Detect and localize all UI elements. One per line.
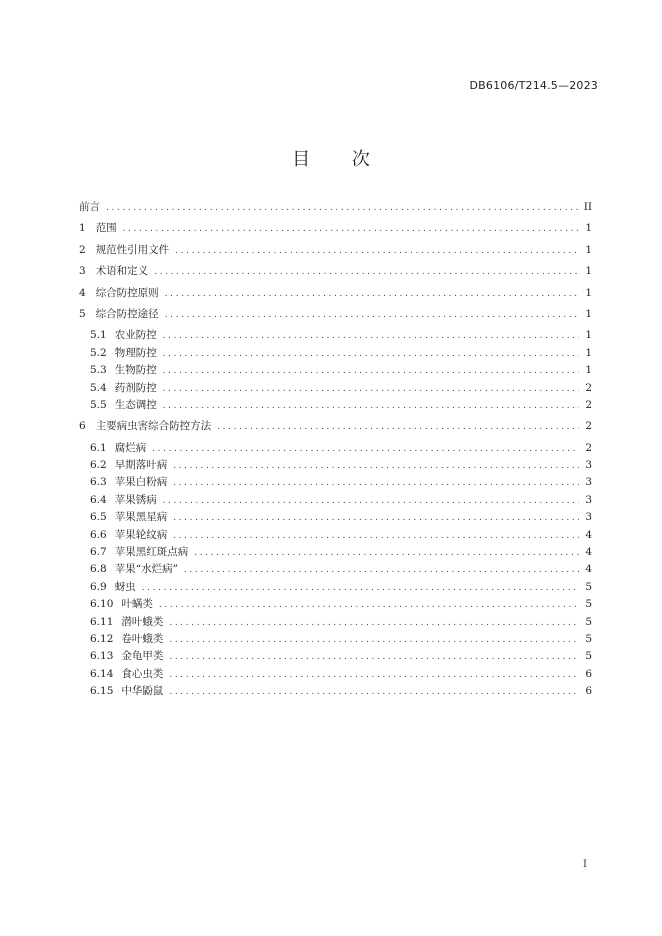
toc-leader-dots — [163, 493, 580, 510]
toc-entry-number: 6.2 — [90, 459, 107, 472]
toc-entry-page: 3 — [585, 459, 592, 472]
toc-entry[interactable] — [79, 579, 592, 596]
toc-entry-number: 6.14 — [90, 667, 114, 680]
toc-entry-page: 4 — [585, 528, 592, 541]
toc-entry-page: 4 — [585, 546, 592, 559]
toc-entry[interactable] — [79, 666, 592, 683]
toc-entry[interactable] — [79, 683, 592, 700]
toc-entry-number: 6.3 — [90, 476, 107, 489]
toc-entry[interactable] — [79, 561, 592, 578]
toc-leader-dots — [163, 328, 580, 345]
toc-leader-dots — [169, 649, 579, 666]
toc-entry-number: 6.5 — [90, 511, 107, 524]
toc-leader-dots — [169, 667, 579, 684]
toc-entry-number: 6.12 — [90, 632, 114, 645]
toc-entry[interactable] — [79, 362, 592, 379]
toc-entry-number: 6.11 — [90, 615, 114, 628]
toc-entry-page: 3 — [585, 476, 592, 489]
toc-entry[interactable] — [79, 544, 592, 561]
toc-entry[interactable] — [79, 306, 592, 323]
toc-entry-label: 主要病虫害综合防控方法 — [95, 420, 212, 433]
toc-entry[interactable] — [79, 327, 592, 344]
page-title: 目 次 — [292, 149, 388, 170]
toc-entry-number: 1 — [79, 222, 86, 235]
toc-leader-dots — [173, 510, 579, 527]
toc-entry-number: 6.10 — [90, 598, 114, 611]
toc-entry-number: 5.4 — [90, 381, 107, 394]
toc-entry-label: 综合防控原则 — [95, 286, 159, 299]
toc-entry[interactable] — [79, 527, 592, 544]
table-of-contents — [79, 199, 592, 701]
toc-entry-label: 叶螨类 — [121, 598, 153, 611]
toc-entry-label: 早期落叶病 — [114, 459, 168, 472]
toc-entry[interactable] — [79, 285, 592, 302]
toc-entry-label: 苹果“水烂病” — [114, 563, 178, 576]
toc-entry[interactable] — [79, 614, 592, 631]
toc-entry-label: 术语和定义 — [95, 265, 149, 278]
toc-entry-label: 生物防控 — [114, 364, 157, 377]
toc-entry-label: 腐烂病 — [114, 441, 147, 454]
toc-entry-page: 1 — [585, 307, 592, 320]
toc-leader-dots — [163, 346, 580, 363]
toc-leader-dots — [175, 243, 579, 260]
toc-entry-label: 蚜虫 — [114, 580, 136, 593]
toc-leader-dots — [184, 562, 579, 579]
toc-entry-page: 6 — [585, 667, 592, 680]
toc-entry-page: 2 — [585, 441, 592, 454]
toc-entry-label: 潜叶蛾类 — [121, 615, 164, 628]
toc-leader-dots — [169, 684, 579, 701]
toc-entry-number: 3 — [79, 265, 86, 278]
toc-leader-dots — [165, 307, 580, 324]
toc-entry[interactable] — [79, 474, 592, 491]
toc-entry-page: 5 — [585, 580, 592, 593]
toc-entry-number: 5.5 — [90, 398, 107, 411]
toc-entry-number: 6.4 — [90, 493, 107, 506]
toc-entry[interactable] — [79, 345, 592, 362]
toc-leader-dots — [163, 381, 580, 398]
toc-entry-page: 1 — [585, 346, 592, 359]
toc-entry-number: 6.13 — [90, 650, 114, 663]
toc-entry-number: 5.3 — [90, 364, 107, 377]
toc-entry-number: 6.6 — [90, 528, 107, 541]
toc-entry[interactable] — [79, 380, 592, 397]
toc-entry[interactable] — [79, 263, 592, 280]
toc-entry-number: 6 — [79, 420, 86, 433]
toc-leader-dots — [173, 475, 579, 492]
toc-entry-label: 生态调控 — [114, 398, 157, 411]
toc-entry-page: 1 — [585, 286, 592, 299]
toc-entry-label: 范围 — [95, 222, 117, 235]
toc-entry-number: 5 — [79, 307, 86, 320]
toc-entry-label: 药剂防控 — [114, 381, 157, 394]
toc-entry-page: 1 — [585, 364, 592, 377]
toc-entry-page: 5 — [585, 650, 592, 663]
toc-entry-number: 6.15 — [90, 685, 114, 698]
toc-entry-label: 中华鼢鼠 — [121, 685, 164, 698]
toc-entry-number: 6.8 — [90, 563, 107, 576]
toc-leader-dots — [169, 615, 579, 632]
toc-entry-page: 4 — [585, 563, 592, 576]
toc-entry-label: 金龟甲类 — [121, 650, 164, 663]
toc-entry-label: 卷叶蛾类 — [121, 632, 164, 645]
toc-leader-dots — [163, 398, 580, 415]
toc-entry-page: 2 — [585, 381, 592, 394]
toc-entry-page: 6 — [585, 685, 592, 698]
toc-entry[interactable] — [79, 492, 592, 509]
toc-entry-label: 苹果白粉病 — [114, 476, 168, 489]
toc-entry-label: 苹果锈病 — [114, 493, 157, 506]
toc-entry[interactable] — [79, 418, 592, 435]
toc-entry-label: 物理防控 — [114, 346, 157, 359]
toc-entry-label: 前言 — [79, 201, 100, 213]
toc-entry[interactable] — [79, 631, 592, 648]
toc-entry[interactable] — [79, 199, 592, 216]
toc-entry-page: 2 — [585, 420, 592, 433]
toc-entry[interactable] — [79, 596, 592, 613]
toc-entry-label: 苹果黑星病 — [114, 511, 168, 524]
toc-entry-page: 2 — [585, 398, 592, 411]
toc-leader-dots — [194, 545, 579, 562]
document-code: DB6106/T214.5—2023 — [469, 79, 598, 92]
toc-leader-dots — [163, 363, 580, 380]
toc-leader-dots — [123, 221, 580, 238]
toc-entry-number: 2 — [79, 243, 86, 256]
toc-entry[interactable] — [79, 242, 592, 259]
toc-entry[interactable] — [79, 648, 592, 665]
toc-entry-page: II — [583, 201, 592, 213]
toc-leader-dots — [142, 580, 580, 597]
toc-entry-page: 5 — [585, 632, 592, 645]
toc-leader-dots — [154, 264, 579, 281]
toc-entry-page: 5 — [585, 615, 592, 628]
toc-leader-dots — [173, 458, 579, 475]
toc-entry-label: 农业防控 — [114, 329, 157, 342]
toc-entry-number: 6.1 — [90, 441, 107, 454]
toc-entry-number: 5.2 — [90, 346, 107, 359]
page-number: I — [583, 859, 587, 870]
toc-entry-label: 规范性引用文件 — [95, 243, 170, 256]
toc-entry-page: 1 — [585, 222, 592, 235]
toc-entry[interactable] — [79, 457, 592, 474]
toc-entry-label: 综合防控途径 — [95, 307, 159, 320]
toc-leader-dots — [159, 597, 579, 614]
toc-entry-page: 3 — [585, 511, 592, 524]
toc-leader-dots — [152, 441, 579, 458]
toc-entry-page: 1 — [585, 265, 592, 278]
toc-entry-label: 苹果黑红斑点病 — [114, 546, 189, 559]
toc-entry[interactable] — [79, 397, 592, 414]
toc-entry-label: 食心虫类 — [121, 667, 164, 680]
toc-leader-dots — [173, 528, 579, 545]
toc-entry-number: 5.1 — [90, 329, 107, 342]
toc-entry-page: 5 — [585, 598, 592, 611]
toc-entry-page: 1 — [585, 243, 592, 256]
toc-leader-dots — [217, 419, 579, 436]
toc-entry-number: 4 — [79, 286, 86, 299]
toc-entry-number: 6.9 — [90, 580, 107, 593]
toc-leader-dots — [169, 632, 579, 649]
toc-leader-dots — [106, 200, 578, 217]
toc-entry-page: 1 — [585, 329, 592, 342]
toc-entry[interactable] — [79, 220, 592, 237]
toc-entry-label: 苹果轮纹病 — [114, 528, 168, 541]
toc-leader-dots — [165, 286, 580, 303]
toc-entry-page: 3 — [585, 493, 592, 506]
toc-entry[interactable] — [79, 440, 592, 457]
toc-entry-number: 6.7 — [90, 546, 107, 559]
toc-entry[interactable] — [79, 509, 592, 526]
